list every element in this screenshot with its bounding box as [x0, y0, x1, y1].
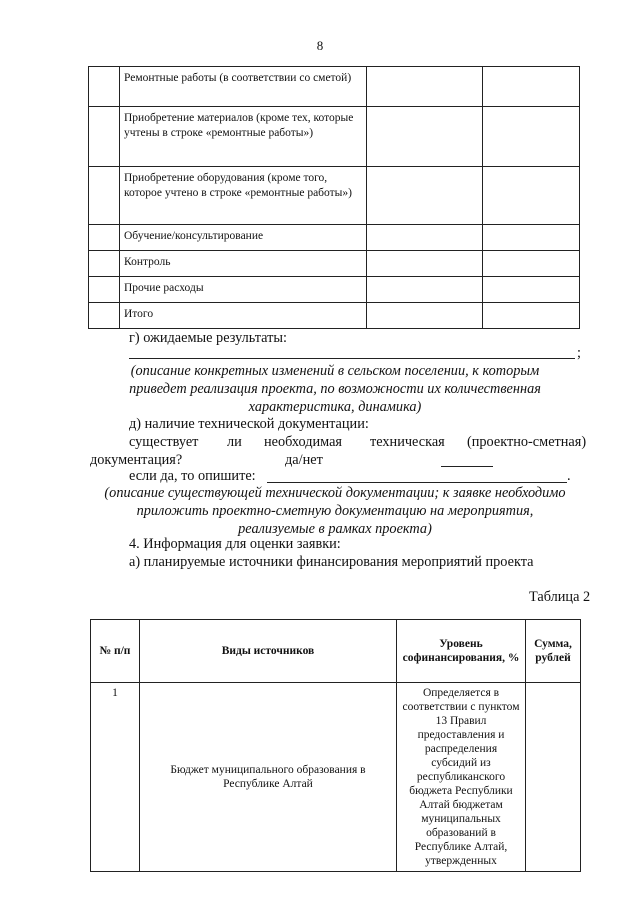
table-row — [89, 107, 580, 167]
expense-item: Обучение/консультирование — [120, 225, 367, 251]
expense-item: Прочие расходы — [120, 277, 367, 303]
fill-line — [267, 482, 567, 483]
table-header-row — [91, 620, 581, 683]
col-number-header: № п/п — [91, 620, 140, 683]
table-row — [89, 303, 580, 329]
expense-item: Приобретение материалов (кроме тех, которые учтены в строке «ремонтные работы») — [120, 107, 367, 167]
table-row — [89, 251, 580, 277]
table-row — [89, 167, 580, 225]
expected-results-note: приведет реализация проекта, по возможности их количественная — [129, 381, 541, 397]
tech-docs-word: ли — [227, 434, 242, 450]
fill-line — [441, 466, 493, 467]
tech-docs-word: существует — [129, 434, 199, 450]
funding-table — [90, 619, 581, 872]
table-caption: Таблица 2 — [529, 589, 591, 605]
table-row — [89, 277, 580, 303]
tech-docs-note: (описание существующей технической документации; к заявке необходимо — [104, 485, 566, 501]
row-number: 1 — [91, 683, 140, 872]
evaluation-heading: 4. Информация для оценки заявки: — [129, 536, 341, 552]
expense-item: Итого — [120, 303, 367, 329]
cofinancing-level: Определяется в соответствии с пунктом 13 Правил предоставления и распределения субсидий из республиканского бюджета Республики Алтай бюджетам муниципальных образований в Республике Алтай, утвержденных — [397, 683, 526, 872]
col-level-header: Уровень софинансирования, % — [397, 620, 526, 683]
expected-results-heading: г) ожидаемые результаты: — [129, 330, 287, 346]
tech-docs-heading: д) наличие технической документации: — [129, 416, 369, 432]
fill-line — [129, 358, 575, 359]
col-source-header: Виды источников — [140, 620, 397, 683]
line-end-mark: . — [567, 468, 571, 484]
yes-no-option: да/нет — [285, 452, 323, 468]
sum-cell — [526, 683, 581, 872]
table-row — [89, 67, 580, 107]
tech-docs-note: приложить проектно-сметную документацию на мероприятия, — [136, 503, 534, 519]
describe-label: если да, то опишите: — [129, 468, 256, 484]
page-number: 8 — [316, 38, 324, 53]
expected-results-note: (описание конкретных изменений в сельском поселении, к которым — [130, 363, 540, 379]
expense-item: Контроль — [120, 251, 367, 277]
expense-item: Приобретение оборудования (кроме того, которое учтено в строке «ремонтные работы») — [120, 167, 367, 225]
funding-sources-label: а) планируемые источники финансирования мероприятий проекта — [129, 554, 534, 570]
expense-table — [88, 66, 580, 329]
tech-docs-note: реализуемые в рамках проекта) — [238, 521, 432, 537]
expense-item: Ремонтные работы (в соответствии со сметой) — [120, 67, 367, 107]
line-end-mark: ; — [577, 345, 581, 361]
tech-docs-word: (проектно-сметная) — [467, 434, 587, 450]
source-name: Бюджет муниципального образования в Республике Алтай — [140, 683, 397, 872]
table-row — [89, 225, 580, 251]
tech-docs-word: техническая — [370, 434, 445, 450]
col-sum-header: Сумма, рублей — [526, 620, 581, 683]
tech-docs-question: документация? — [90, 452, 183, 468]
tech-docs-word: необходимая — [264, 434, 343, 450]
expected-results-note: характеристика, динамика) — [248, 399, 422, 415]
table-row — [91, 683, 581, 872]
